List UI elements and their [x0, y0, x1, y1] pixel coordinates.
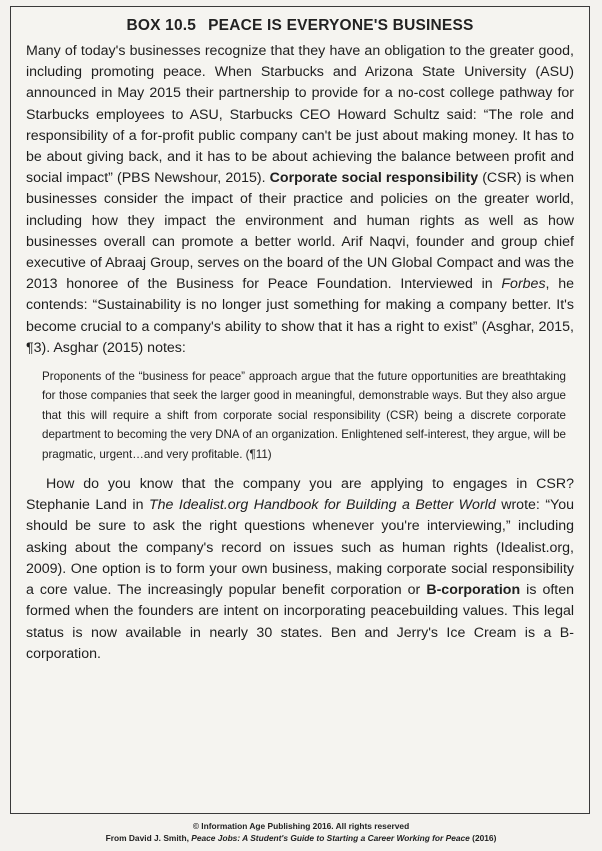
- footer: [0, 820, 602, 844]
- paragraph-1-text-b: (CSR) is when businesses consider the impact of their practice and policies on the greater world, including how they impact the environment and human rights as well as how businesses overall can promote a better world. Arif Naqvi, founder and group chief executive of Abraaj Group, serves on the board of the UN Global Compact and was the 2013 honoree of the Business for Peace Foundation. Interviewed in: [26, 170, 574, 293]
- source-line: [0, 832, 602, 844]
- box-number: BOX 10.5: [126, 17, 197, 34]
- paragraph-2-text-c: is often formed when the founders are intent on incorporating peacebuilding values. This legal status is now available in nearly 30 states. Ben and Jerry's Ice Cream is a B-corporation.: [26, 582, 575, 662]
- source-prefix: From David J. Smith,: [105, 833, 192, 843]
- paragraph-2-text-b: wrote: “You should be sure to ask the right questions whenever you're interviewing,” including asking about the company's record on issues such as human rights (Idealist.org, 2009). One option is to form your own business, making corporate social responsibility a core value. The increasingly popular benefit corporation or: [26, 497, 574, 599]
- source-suffix: (2016): [469, 833, 497, 843]
- block-quote: Proponents of the “business for peace” approach argue that the future opportunities are breathtaking for those companies that seek the larger good in meaningful, demonstrable ways. But they also argue that this will require a shift from corporate social responsibility (CSR) being a discrete corporate department to becoming the very DNA of an organization. Enlightened self-interest, they argue, will be pragmatic, urgent…and very profitable. (¶11): [42, 370, 566, 461]
- term-csr: Corporate social responsibility: [269, 170, 479, 187]
- paragraph-1-text-a: Many of today's businesses recognize that they have an obligation to the greater good, including promoting peace. When Starbucks and Arizona State University (ASU) announced in May 2015 their partnership to provide for a no-cost college pathway for Starbucks employees to ASU, Starbucks CEO Howard Schultz said: “The role and responsibility of a for-profit public company can't be just about making money. It has to be about giving back, and it has to be about achieving the balance between profit and social impact” (PBS Newshour, 2015).: [26, 43, 574, 187]
- copyright-line: © Information Age Publishing 2016. All rights reserved: [192, 821, 410, 831]
- paragraph-1-text-c: , he contends: “Sustainability is no longer just something for making a company better. It's become crucial to a company's ability to show that it has a right to exist” (Asghar, 2015, ¶3). Asghar (2015) notes:: [26, 276, 575, 356]
- sidebar-box: [10, 6, 590, 814]
- publication-forbes: Forbes: [501, 276, 546, 293]
- box-heading: PEACE IS EVERYONE'S BUSINESS: [208, 17, 474, 34]
- paragraph-2-text-a: How do you know that the company you are applying to engages in CSR? Stephanie Land in: [26, 476, 574, 514]
- box-title: [26, 17, 574, 35]
- book-title: The Idealist.org Handbook for Building a Better World: [148, 497, 496, 514]
- term-b-corporation: B-corporation: [426, 582, 521, 599]
- body-paragraph-2: [26, 474, 574, 665]
- body-paragraph-1: [26, 41, 574, 359]
- source-title: Peace Jobs: A Student's Guide to Starting a Career Working for Peace: [191, 833, 470, 843]
